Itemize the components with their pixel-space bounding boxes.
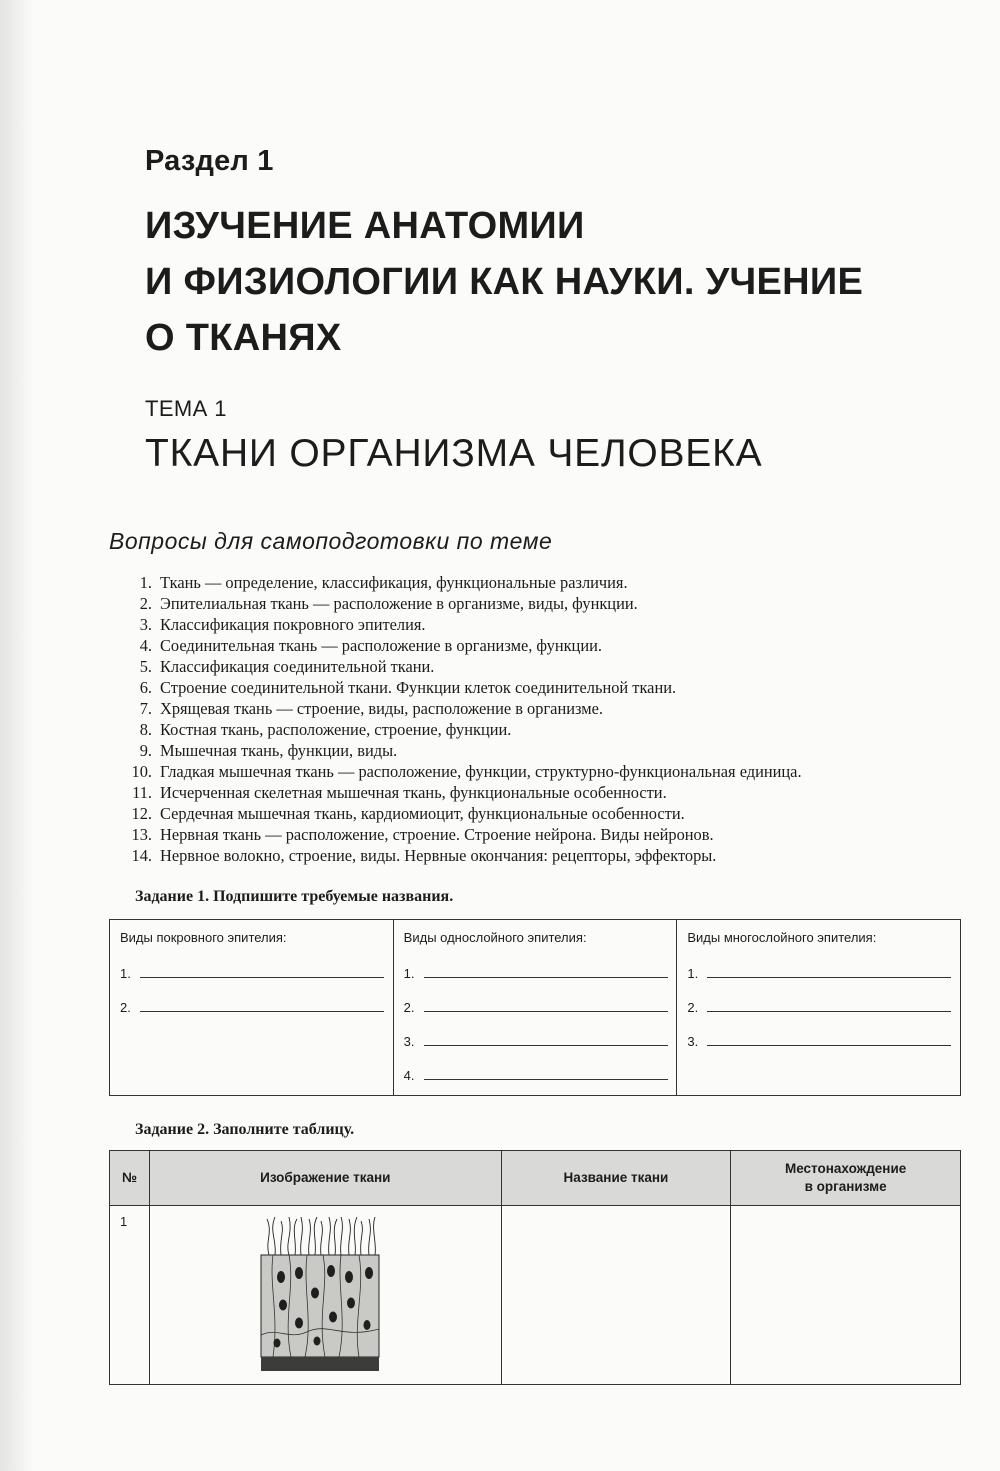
list-item-number: 3. (139, 615, 152, 634)
list-item-number: 8. (139, 720, 152, 739)
topic-label: ТЕМА 1 (145, 396, 227, 421)
column-title: Виды покровного эпителия: (120, 930, 287, 945)
answer-line[interactable] (120, 947, 385, 981)
task1-column-stratified (677, 920, 960, 1095)
list-item-number: 10. (131, 762, 152, 781)
list-item (120, 824, 980, 845)
header-line: в организме (804, 1179, 887, 1194)
task1-column-simple (394, 920, 678, 1095)
questions-list (120, 572, 980, 866)
page-edge-shadow (0, 0, 34, 1471)
task1-heading: Задание 1. Подпишите требуемые названия. (135, 888, 454, 905)
list-item-text: Гладкая мышечная ткань — расположение, функции, структурно-функциональная единица. (160, 762, 802, 781)
tissue-location-cell[interactable] (731, 1206, 961, 1385)
answer-line-number: 3. (687, 1034, 699, 1049)
answer-line[interactable] (120, 981, 385, 1015)
list-item-number: 11. (132, 783, 152, 802)
row-number: 1 (110, 1206, 150, 1385)
list-item-number: 7. (139, 699, 152, 718)
list-item (120, 740, 980, 761)
answer-rule[interactable] (140, 977, 384, 978)
list-item-text: Ткань — определение, классификация, функциональные различия. (160, 573, 628, 592)
task1-column-covering (110, 920, 394, 1095)
list-item (120, 635, 980, 656)
list-item-number: 9. (139, 741, 152, 760)
list-item-number: 4. (139, 636, 152, 655)
list-item (120, 719, 980, 740)
list-item (120, 677, 980, 698)
answer-line-number: 1. (687, 966, 699, 981)
task2-table (109, 1150, 961, 1385)
answer-line[interactable] (404, 1049, 669, 1083)
table-row (110, 1206, 961, 1385)
answer-line-number: 4. (403, 1068, 415, 1083)
header-line: Местонахождение (784, 1161, 907, 1176)
answer-line[interactable] (404, 981, 669, 1015)
answer-line[interactable] (687, 947, 952, 981)
list-item (120, 614, 980, 635)
list-item-text: Нервное волокно, строение, виды. Нервные окончания: рецепторы, эффекторы. (160, 846, 717, 865)
answer-rule[interactable] (707, 977, 951, 978)
list-item-text: Сердечная мышечная ткань, кардиомиоцит, функциональные особенности. (160, 804, 685, 823)
answer-rule[interactable] (707, 1011, 951, 1012)
ciliated-epithelium-illustration (259, 1215, 381, 1375)
answer-line-number: 2. (120, 1000, 131, 1015)
column-header-image: Изображение ткани (149, 1151, 501, 1206)
column-title: Виды многослойного эпителия: (687, 930, 877, 945)
list-item-text: Классификация соединительной ткани. (160, 657, 435, 676)
answer-line-number: 3. (403, 1034, 415, 1049)
list-item-text: Хрящевая ткань — строение, виды, расположение в организме. (160, 699, 603, 718)
list-item-number: 12. (131, 804, 152, 823)
tissue-name-cell[interactable] (501, 1206, 731, 1385)
list-item (120, 698, 980, 719)
list-item (120, 782, 980, 803)
answer-rule[interactable] (707, 1045, 951, 1046)
answer-rule[interactable] (424, 1045, 668, 1046)
list-item-number: 5. (139, 657, 152, 676)
section-label: Раздел 1 (145, 145, 274, 177)
list-item-text: Костная ткань, расположение, строение, функции. (160, 720, 512, 739)
topic-title: ТКАНИ ОРГАНИЗМА ЧЕЛОВЕКА (145, 432, 763, 475)
list-item (120, 593, 980, 614)
answer-line[interactable] (404, 1015, 669, 1049)
list-item-text: Соединительная ткань — расположение в организме, функции. (160, 636, 602, 655)
column-header-name: Название ткани (501, 1151, 731, 1206)
column-header-number: № (110, 1151, 150, 1206)
list-item-text: Нервная ткань — расположение, строение. Строение нейрона. Виды нейронов. (160, 825, 714, 844)
list-item (120, 803, 980, 824)
section-title-line: И ФИЗИОЛОГИИ КАК НАУКИ. УЧЕНИЕ (145, 261, 864, 303)
list-item-number: 13. (131, 825, 152, 844)
list-item (120, 845, 980, 866)
list-item (120, 572, 980, 593)
answer-line-number: 2. (687, 1000, 699, 1015)
list-item-number: 6. (139, 678, 152, 697)
list-item-text: Исчерченная скелетная мышечная ткань, функциональные особенности. (160, 783, 667, 802)
task1-table (109, 919, 961, 1096)
answer-rule[interactable] (424, 977, 668, 978)
tissue-image-cell (149, 1206, 501, 1385)
list-item-text: Мышечная ткань, функции, виды. (160, 741, 398, 760)
table-header-row (110, 1151, 961, 1206)
answer-rule[interactable] (424, 1011, 668, 1012)
list-item-number: 14. (131, 846, 152, 865)
answer-line-number: 1. (403, 966, 415, 981)
answer-line-number: 1. (120, 966, 131, 981)
answer-line[interactable] (687, 1015, 952, 1049)
answer-line[interactable] (404, 947, 669, 981)
list-item (120, 656, 980, 677)
list-item-number: 2. (139, 594, 152, 613)
column-header-location (731, 1151, 961, 1206)
task2-heading: Задание 2. Заполните таблицу. (135, 1121, 355, 1138)
answer-line[interactable] (687, 981, 952, 1015)
questions-heading: Вопросы для самоподготовки по теме (109, 528, 553, 554)
list-item-text: Классификация покровного эпителия. (160, 615, 426, 634)
list-item-number: 1. (139, 573, 152, 592)
list-item-text: Строение соединительной ткани. Функции клеток соединительной ткани. (160, 678, 677, 697)
section-title (145, 198, 965, 366)
answer-line-number: 2. (403, 1000, 415, 1015)
list-item-text: Эпителиальная ткань — расположение в организме, виды, функции. (160, 594, 638, 613)
list-item (120, 761, 980, 782)
section-title-line: ИЗУЧЕНИЕ АНАТОМИИ (145, 205, 585, 247)
column-title: Виды однослойного эпителия: (403, 930, 587, 945)
answer-rule[interactable] (140, 1011, 384, 1012)
section-title-line: О ТКАНЯХ (145, 317, 342, 359)
answer-rule[interactable] (424, 1079, 668, 1080)
